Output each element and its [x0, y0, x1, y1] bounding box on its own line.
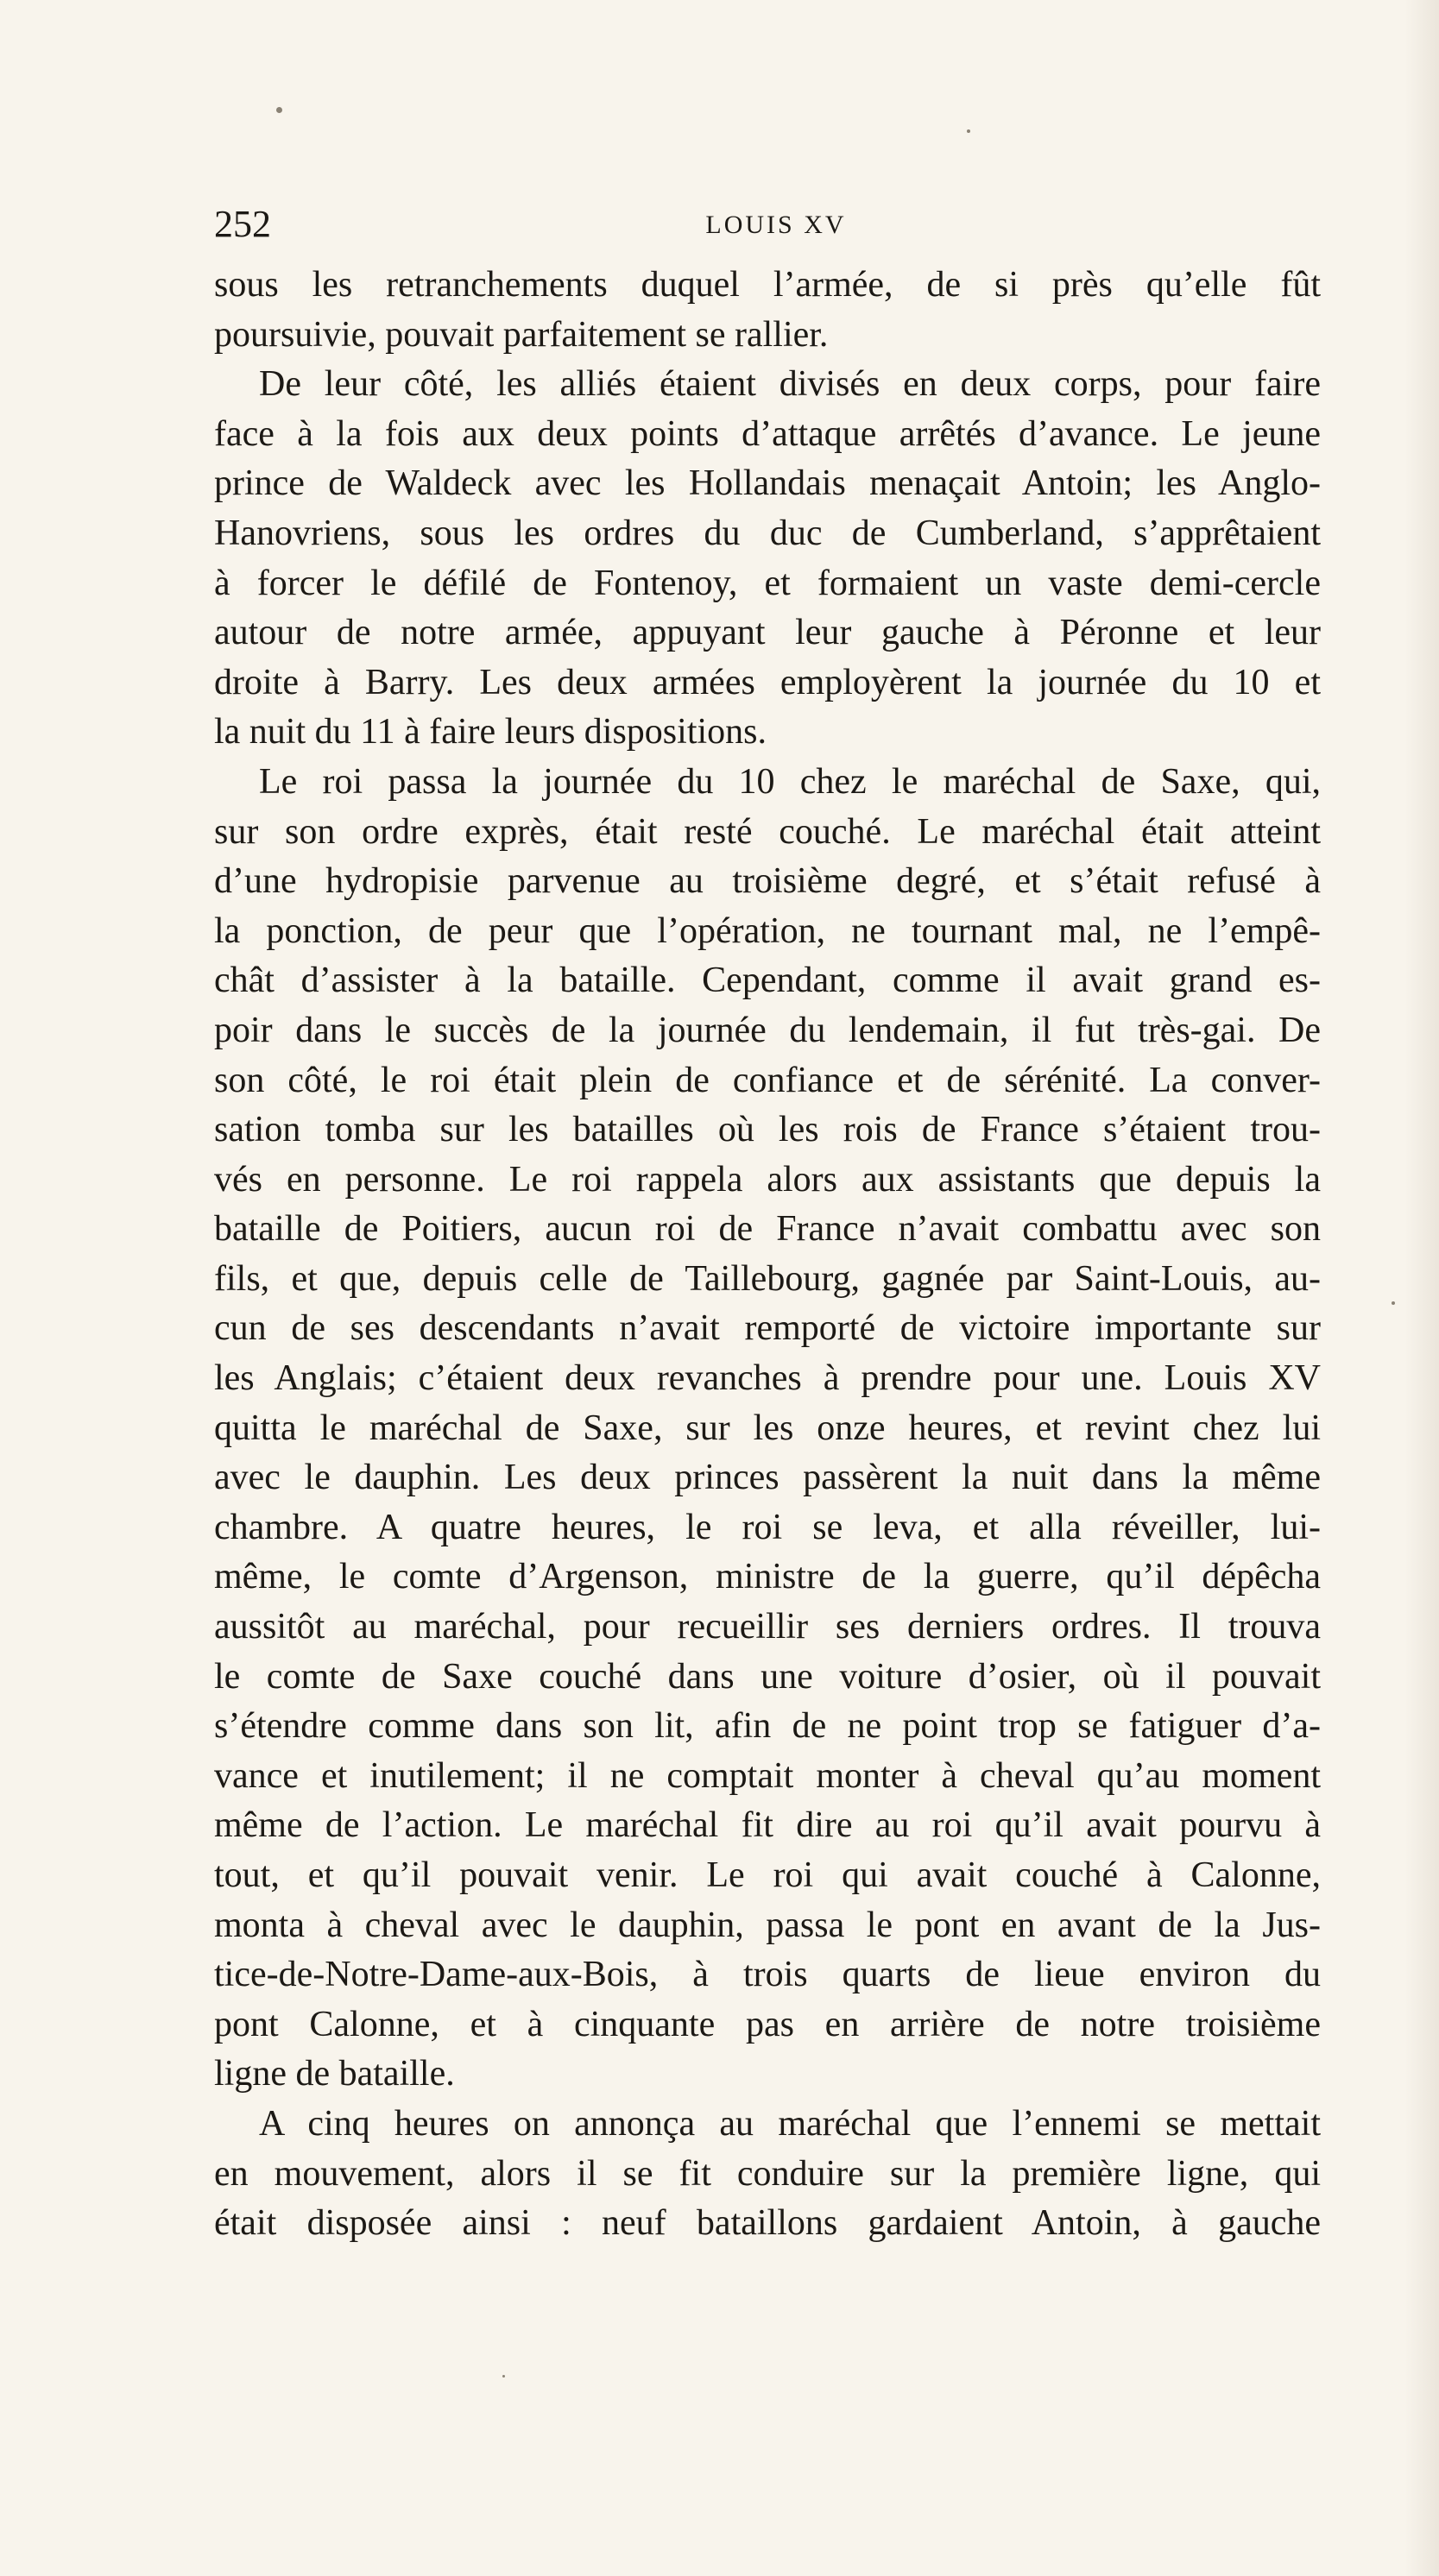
text-line: aussitôt au maréchal, pour recueillir ses derniers ordres. Il trouva	[214, 1607, 1321, 1647]
text-line: droite à Barry. Les deux armées employèrent la journée du 10 et	[214, 662, 1321, 702]
text-line: monta à cheval avec le dauphin, passa le pont en avant de la Jus-	[214, 1905, 1321, 1945]
text-line: à forcer le défilé de Fontenoy, et formaient un vaste demi-cercle	[214, 563, 1321, 603]
page-edge-shadow	[1404, 0, 1439, 2576]
text-line: A cinq heures on annonça au maréchal que l’ennemi se mettait	[259, 2103, 1321, 2144]
text-line: s’étendre comme dans son lit, afin de ne point trop se fatiguer d’a-	[214, 1706, 1321, 1747]
text-line: Le roi passa la journée du 10 chez le maréchal de Saxe, qui,	[259, 761, 1321, 802]
text-line: bataille de Poitiers, aucun roi de France n’avait combattu avec son	[214, 1209, 1321, 1250]
text-line: quitta le maréchal de Saxe, sur les onze heures, et revint chez lui	[214, 1408, 1321, 1448]
text-line: la ponction, de peur que l’opération, ne tournant mal, ne l’empê-	[214, 910, 1321, 951]
text-line: avec le dauphin. Les deux princes passèrent la nuit dans la même	[214, 1458, 1321, 1498]
text-line: tout, et qu’il pouvait venir. Le roi qui avait couché à Calonne,	[214, 1855, 1321, 1895]
page-header	[214, 200, 1321, 249]
text-line: même de l’action. Le maréchal fit dire au roi qu’il avait pourvu à	[214, 1805, 1321, 1846]
text-line: tice-de-Notre-Dame-aux-Bois, à trois quarts de lieue environ du	[214, 1955, 1321, 1995]
text-line: ligne de bataille.	[214, 2054, 455, 2094]
text-line: chambre. A quatre heures, le roi se leva, et alla réveiller, lui-	[214, 1507, 1321, 1547]
text-line: même, le comte d’Argenson, ministre de la guerre, qu’il dépêcha	[214, 1557, 1321, 1597]
running-head: LOUIS XV	[705, 211, 847, 239]
text-line: pont Calonne, et à cinquante pas en arrière de notre troisième	[214, 2004, 1321, 2044]
text-line: De leur côté, les alliés étaient divisés en deux corps, pour faire	[259, 364, 1321, 405]
paper-speck	[276, 107, 282, 113]
text-line: cun de ses descendants n’avait remporté de victoire importante sur	[214, 1308, 1321, 1349]
text-line: vés en personne. Le roi rappela alors aux assistants que depuis la	[214, 1159, 1321, 1200]
text-line: Hanovriens, sous les ordres du duc de Cumberland, s’apprêtaient	[214, 513, 1321, 553]
body-text	[214, 261, 1321, 2249]
text-line: sur son ordre exprès, était resté couché. Le maréchal était atteint	[214, 811, 1321, 852]
text-line: d’une hydropisie parvenue au troisième degré, et s’était refusé à	[214, 861, 1321, 902]
text-line: fils, et que, depuis celle de Taillebourg, gagnée par Saint-Louis, au-	[214, 1258, 1321, 1299]
text-line: prince de Waldeck avec les Hollandais menaçait Antoin; les Anglo-	[214, 463, 1321, 504]
text-line: les Anglais; c’étaient deux revanches à prendre pour une. Louis XV	[214, 1358, 1321, 1399]
paper-speck	[967, 129, 970, 133]
text-line: chât d’assister à la bataille. Cependant, comme il avait grand es-	[214, 960, 1321, 1001]
text-line: vance et inutilement; il ne comptait monter à cheval qu’au moment	[214, 1755, 1321, 1796]
text-line: poursuivie, pouvait parfaitement se rallier.	[214, 314, 829, 355]
text-line: autour de notre armée, appuyant leur gauche à Péronne et leur	[214, 613, 1321, 653]
paper-speck	[1392, 1301, 1395, 1305]
text-line: sation tomba sur les batailles où les rois de France s’étaient trou-	[214, 1110, 1321, 1150]
text-line: poir dans le succès de la journée du lendemain, il fut très-gai. De	[214, 1010, 1321, 1050]
paper-speck	[502, 2375, 505, 2378]
text-line: sous les retranchements duquel l’armée, de si près qu’elle fût	[214, 265, 1321, 305]
page-number: 252	[214, 203, 271, 245]
text-line: face à la fois aux deux points d’attaque arrêtés d’avance. Le jeune	[214, 413, 1321, 454]
text-line: la nuit du 11 à faire leurs dispositions.	[214, 712, 767, 753]
text-line: le comte de Saxe couché dans une voiture d’osier, où il pouvait	[214, 1656, 1321, 1697]
text-line: était disposée ainsi : neuf bataillons gardaient Antoin, à gauche	[214, 2203, 1321, 2244]
text-line: son côté, le roi était plein de confiance et de sérénité. La conver-	[214, 1060, 1321, 1100]
text-line: en mouvement, alors il se fit conduire sur la première ligne, qui	[214, 2153, 1321, 2194]
